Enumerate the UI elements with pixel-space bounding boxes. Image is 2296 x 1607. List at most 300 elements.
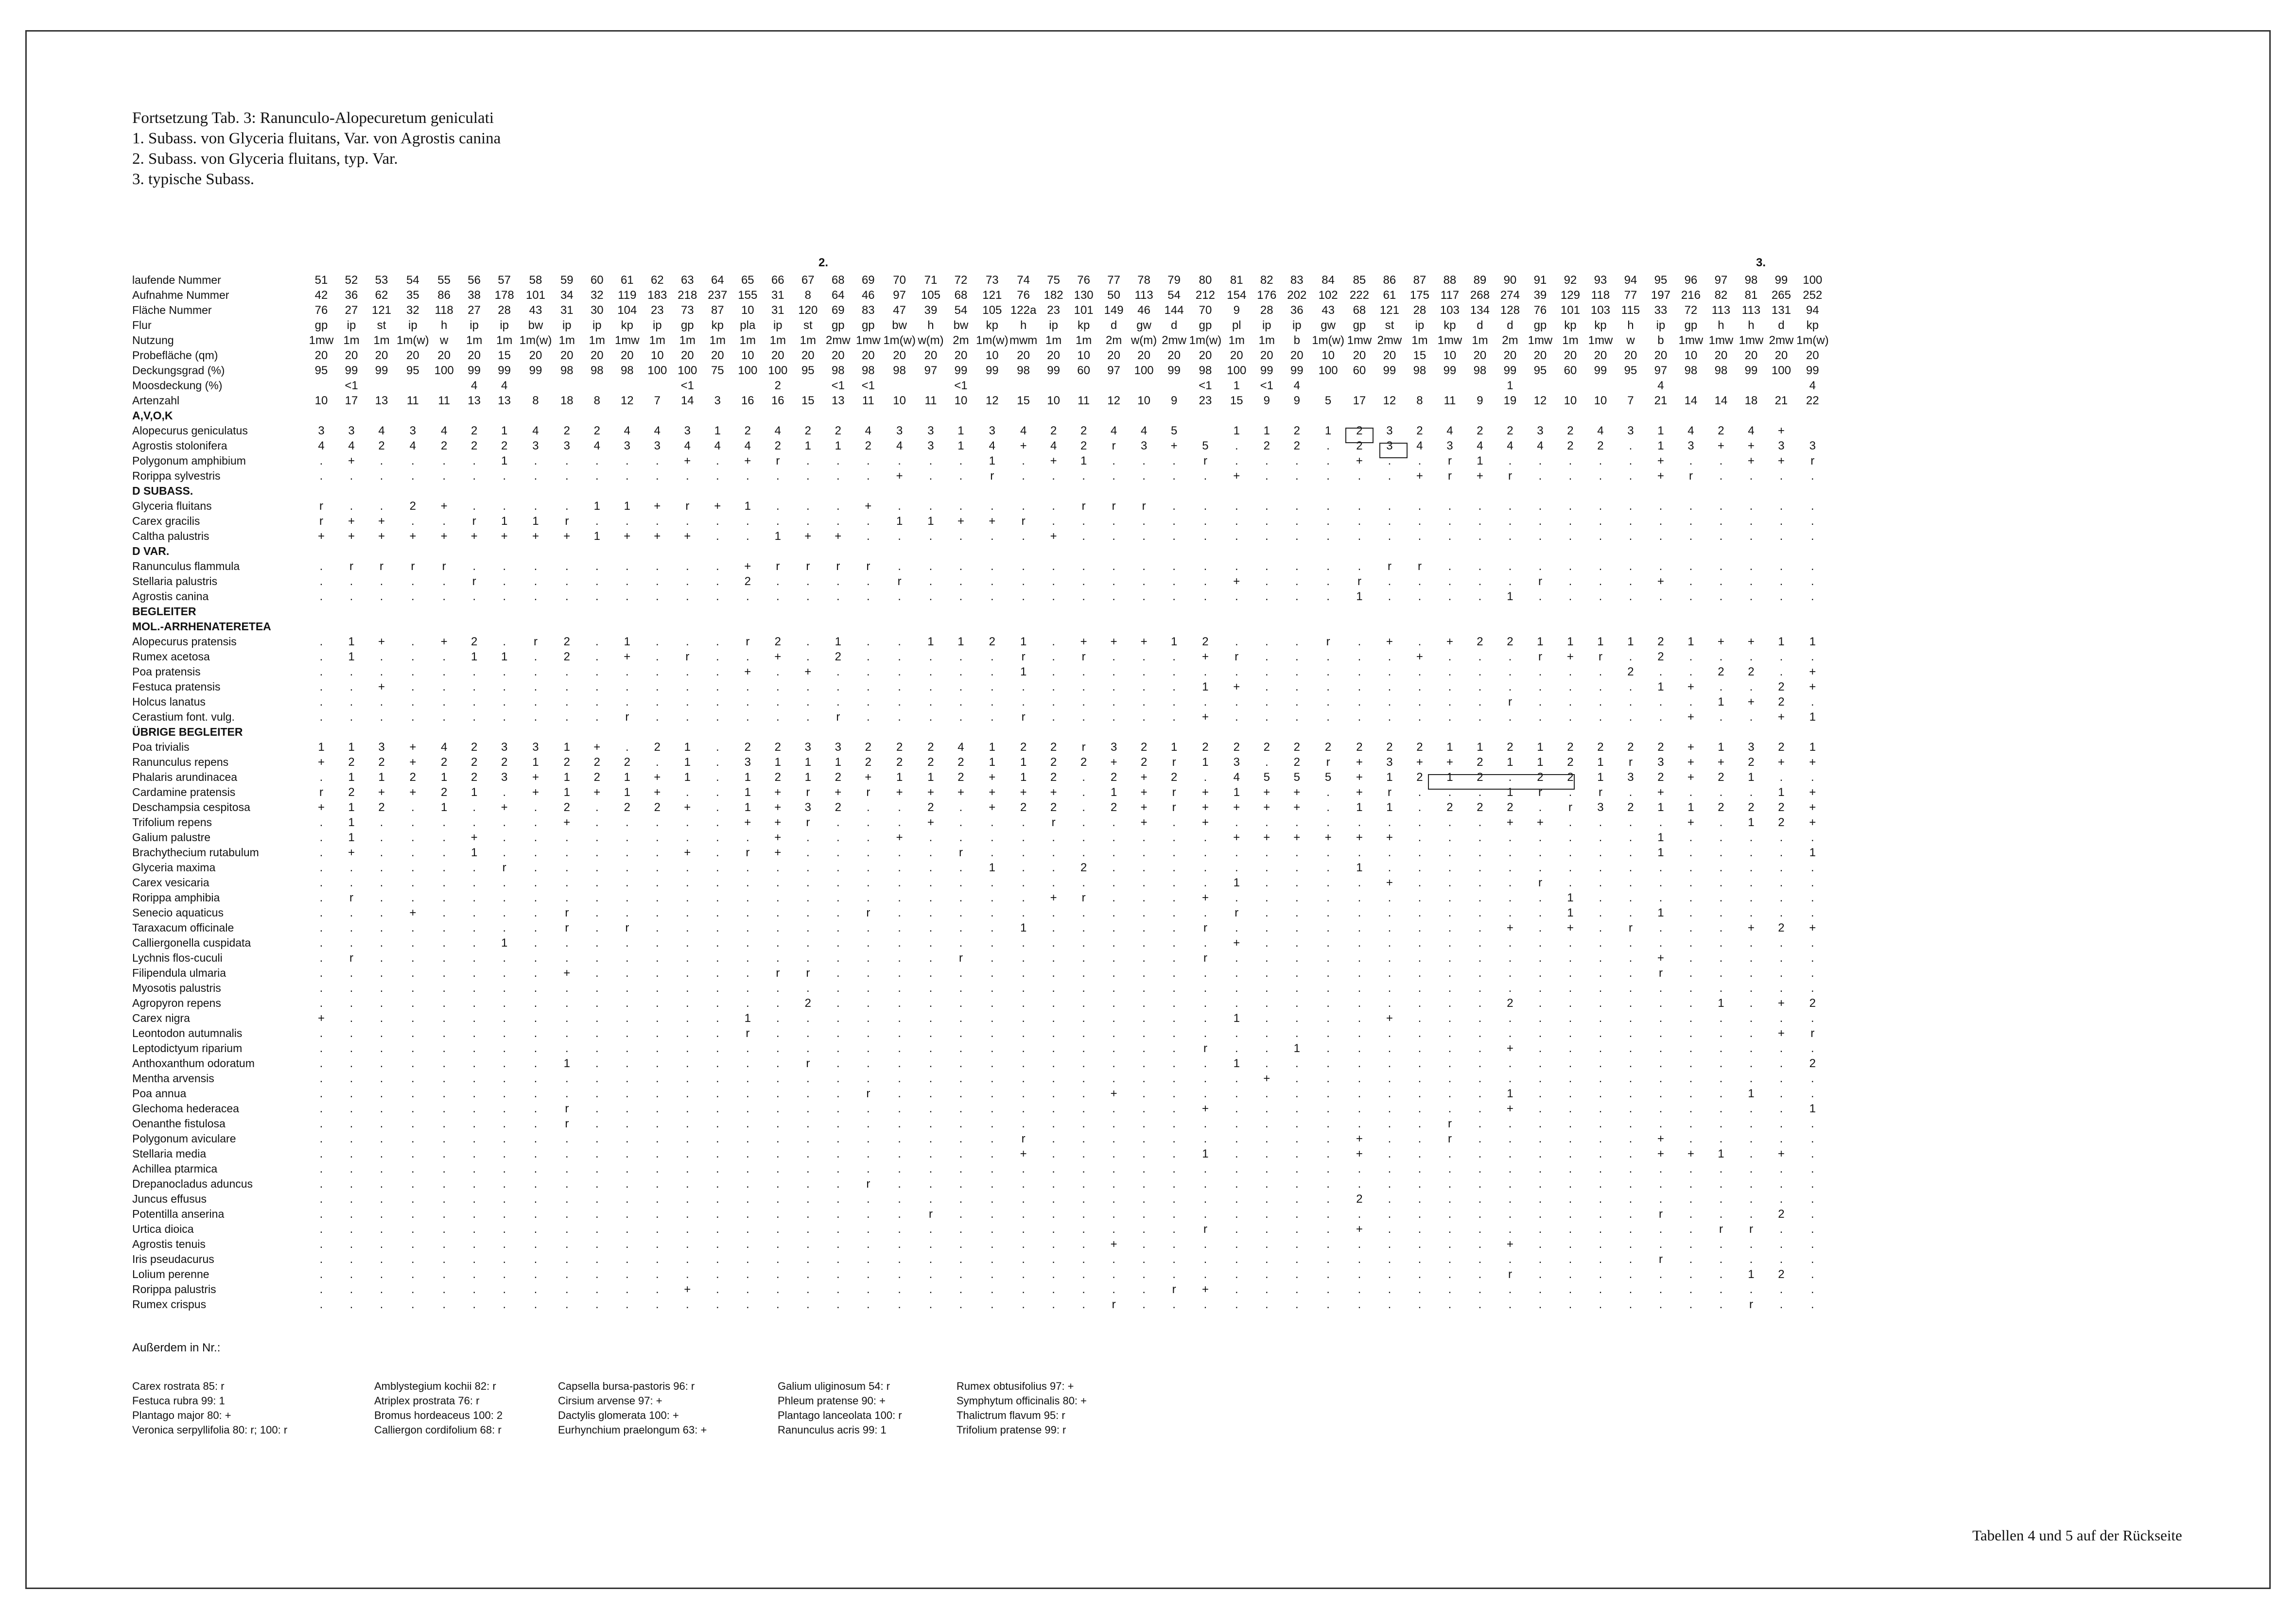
table-cell: 74: [1017, 274, 1030, 287]
table-cell: .: [836, 876, 840, 889]
table-cell: [916, 484, 946, 499]
table-cell: 3: [989, 424, 995, 437]
table-cell: .: [1629, 1177, 1633, 1191]
table-cell: .: [1265, 635, 1269, 648]
table-cell: .: [990, 1208, 994, 1221]
table-cell: [1796, 604, 1829, 619]
table-cell: .: [625, 1268, 629, 1281]
table-cell: 1: [744, 1012, 751, 1025]
table-cell: .: [1172, 560, 1176, 573]
table-cell: r: [1203, 454, 1207, 467]
table-cell: [1252, 604, 1282, 619]
table-cell: .: [625, 951, 629, 965]
table-cell: .: [319, 1087, 323, 1100]
table-cell: .: [1326, 906, 1330, 919]
table-cell: .: [1629, 439, 1633, 452]
table-cell: .: [655, 469, 659, 483]
table-cell: .: [534, 1042, 538, 1055]
table-cell: .: [1538, 891, 1542, 904]
table-cell: [366, 408, 397, 423]
table-cell: .: [1599, 575, 1602, 588]
table-cell: .: [1599, 695, 1602, 708]
table-cell: .: [411, 1027, 415, 1040]
table-cell: 212: [1195, 289, 1215, 302]
table-cell: h: [440, 319, 448, 332]
table-cell: .: [1478, 560, 1482, 573]
table-cell: .: [1203, 500, 1207, 513]
table-cell: [916, 544, 946, 559]
table-cell: 76: [1533, 304, 1547, 317]
table-cell: .: [1779, 575, 1783, 588]
table-cell: .: [1326, 876, 1330, 889]
table-cell: 4: [409, 439, 416, 452]
table-cell: 4: [593, 439, 600, 452]
table-cell: 1m: [769, 334, 786, 347]
table-cell: 1: [1324, 424, 1332, 437]
table-cell: .: [595, 1298, 599, 1311]
table-cell: [1039, 619, 1069, 634]
table-cell: .: [685, 891, 689, 904]
table-cell: .: [1235, 1192, 1238, 1206]
table-cell: .: [1052, 951, 1055, 965]
table-cell: d: [1477, 319, 1483, 332]
table-cell: .: [380, 891, 383, 904]
table-cell: .: [1719, 469, 1723, 483]
table-cell: [1766, 408, 1796, 423]
table-cell: r: [1568, 801, 1572, 814]
table-cell: .: [806, 846, 810, 859]
table-cell: .: [534, 560, 538, 573]
table-cell: .: [1538, 560, 1542, 573]
heading-subass-1: 1. Subass. von Glyceria fluitans, Var. von Agrostis canina: [132, 130, 501, 147]
table-cell: 55: [437, 274, 451, 287]
table-cell: [397, 619, 429, 634]
table-cell: .: [1719, 710, 1723, 724]
table-cell: .: [655, 635, 659, 648]
table-cell: [1129, 408, 1159, 423]
table-cell: 73: [680, 304, 694, 317]
table-cell: .: [472, 1072, 476, 1085]
table-cell: .: [959, 695, 963, 708]
table-cell: .: [595, 906, 599, 919]
table-cell: .: [746, 967, 749, 980]
table-cell: ip: [408, 319, 417, 332]
table-cell: .: [1235, 530, 1238, 543]
table-cell: .: [1235, 921, 1238, 934]
table-cell: [1676, 725, 1706, 740]
table-cell: .: [1448, 680, 1452, 693]
table-cell: .: [1052, 876, 1055, 889]
table-cell: 3: [409, 424, 416, 437]
table-cell: .: [1326, 1072, 1330, 1085]
table-cell: .: [1779, 891, 1783, 904]
table-cell: .: [1448, 831, 1452, 844]
table-cell: 118: [1591, 289, 1610, 302]
table-cell: .: [1599, 1253, 1602, 1266]
table-cell: [1221, 544, 1252, 559]
table-cell: .: [1326, 846, 1330, 859]
table-cell: .: [1052, 695, 1055, 708]
row-label: Moosdeckung (%): [132, 379, 223, 392]
table-cell: 2: [1809, 997, 1816, 1010]
table-cell: .: [319, 1147, 323, 1160]
table-cell: .: [472, 876, 476, 889]
table-cell: .: [746, 921, 749, 934]
table-cell: .: [1172, 1162, 1176, 1175]
table-cell: .: [1779, 1162, 1783, 1175]
table-cell: .: [1448, 710, 1452, 724]
table-cell: .: [1719, 861, 1723, 874]
table-cell: 1: [714, 424, 721, 437]
table-cell: .: [319, 1132, 323, 1145]
table-cell: [702, 604, 732, 619]
table-cell: .: [319, 680, 323, 693]
section-row: [132, 544, 1829, 559]
table-cell: 1: [1020, 756, 1027, 769]
table-cell: 80: [1199, 274, 1212, 287]
table-cell: [1676, 604, 1706, 619]
table-cell: 2: [563, 756, 570, 769]
table-cell: .: [319, 771, 323, 784]
table-cell: 1m: [739, 334, 756, 347]
table-cell: .: [776, 1087, 780, 1100]
species-row: [132, 815, 1829, 830]
table-cell: .: [1568, 1147, 1572, 1160]
table-cell: .: [472, 1102, 476, 1115]
table-cell: .: [1172, 1268, 1176, 1281]
table-cell: .: [1142, 710, 1146, 724]
table-cell: .: [411, 846, 415, 859]
table-cell: +: [896, 469, 903, 483]
table-cell: .: [565, 1268, 569, 1281]
table-cell: .: [898, 1177, 901, 1191]
table-cell: .: [1689, 1238, 1693, 1251]
table-cell: 43: [529, 304, 542, 317]
table-cell: .: [1719, 786, 1723, 799]
table-cell: .: [1022, 1192, 1025, 1206]
table-cell: .: [1326, 560, 1330, 573]
species-row: [132, 709, 1829, 725]
table-cell: .: [1448, 1087, 1452, 1100]
table-cell: .: [1388, 1132, 1392, 1145]
table-cell: .: [1508, 1147, 1512, 1160]
table-cell: 38: [468, 289, 481, 302]
table-cell: .: [1418, 831, 1422, 844]
table-cell: .: [1629, 530, 1633, 543]
table-cell: .: [1599, 891, 1602, 904]
table-cell: .: [411, 680, 415, 693]
table-cell: .: [776, 876, 780, 889]
table-cell: .: [959, 710, 963, 724]
table-cell: .: [1659, 1117, 1663, 1130]
table-cell: .: [959, 1042, 963, 1055]
table-cell: +: [1020, 786, 1027, 799]
row-label: Mentha arvensis: [132, 1072, 214, 1085]
table-cell: .: [1172, 1117, 1176, 1130]
table-cell: .: [380, 710, 383, 724]
table-cell: 1: [684, 756, 691, 769]
table-cell: .: [929, 1102, 933, 1115]
table-cell: .: [1142, 846, 1146, 859]
table-cell: .: [1295, 1223, 1299, 1236]
table-cell: 10: [1594, 394, 1607, 407]
table-cell: 20: [314, 349, 328, 362]
table-cell: 1: [1170, 741, 1178, 754]
table-cell: [552, 604, 582, 619]
additional-species-col: [778, 1379, 902, 1437]
table-cell: .: [990, 500, 994, 513]
table-cell: [1435, 604, 1465, 619]
table-cell: [642, 544, 672, 559]
table-cell: .: [595, 454, 599, 467]
table-cell: 3: [835, 741, 841, 754]
table-cell: .: [503, 1268, 506, 1281]
table-cell: .: [1749, 1162, 1753, 1175]
table-cell: [1676, 484, 1706, 499]
table-cell: .: [836, 1298, 840, 1311]
table-cell: 98: [1473, 364, 1487, 377]
table-cell: 99: [498, 364, 511, 377]
table-cell: .: [1749, 1177, 1753, 1191]
table-cell: +: [409, 756, 417, 769]
table-cell: 87: [1413, 274, 1426, 287]
table-cell: 2: [1657, 741, 1664, 754]
table-cell: [306, 544, 336, 559]
table-cell: [732, 544, 763, 559]
table-cell: +: [927, 816, 934, 829]
table-cell: .: [1568, 816, 1572, 829]
table-cell: .: [1508, 1057, 1512, 1070]
table-cell: [1252, 544, 1282, 559]
table-cell: 2: [1477, 635, 1483, 648]
table-cell: .: [1265, 1057, 1269, 1070]
table-cell: .: [1599, 710, 1602, 724]
table-cell: .: [349, 1283, 353, 1296]
table-cell: +: [317, 756, 325, 769]
table-cell: 1: [1233, 876, 1240, 889]
table-cell: .: [503, 1087, 506, 1100]
table-cell: [1069, 619, 1099, 634]
species-row: [132, 1071, 1829, 1086]
table-cell: r: [565, 906, 569, 919]
table-cell: .: [1719, 680, 1723, 693]
table-cell: .: [1172, 1223, 1176, 1236]
table-cell: .: [1478, 590, 1482, 603]
table-cell: .: [806, 1087, 810, 1100]
table-cell: .: [1568, 530, 1572, 543]
table-cell: .: [715, 1283, 719, 1296]
table-cell: [612, 408, 642, 423]
table-cell: .: [1142, 1268, 1146, 1281]
table-cell: 18: [1744, 394, 1758, 407]
table-cell: kp: [1077, 319, 1090, 332]
table-cell: 97: [924, 364, 938, 377]
table-cell: .: [1599, 1162, 1602, 1175]
table-cell: .: [1235, 1102, 1238, 1115]
table-cell: 12: [620, 394, 634, 407]
table-cell: 1: [896, 515, 903, 528]
table-cell: .: [1538, 530, 1542, 543]
table-cell: .: [472, 861, 476, 874]
table-cell: +: [1809, 680, 1816, 693]
table-cell: +: [1201, 801, 1209, 814]
table-cell: .: [746, 710, 749, 724]
table-cell: .: [990, 1087, 994, 1100]
table-cell: 76: [314, 304, 328, 317]
table-cell: +: [774, 801, 782, 814]
table-cell: 89: [1473, 274, 1487, 287]
table-cell: 2: [835, 801, 841, 814]
table-cell: [1766, 484, 1796, 499]
table-cell: .: [503, 469, 506, 483]
table-cell: .: [349, 1012, 353, 1025]
table-cell: .: [380, 665, 383, 678]
table-cell: [552, 725, 582, 740]
table-cell: .: [1357, 1283, 1361, 1296]
table-cell: .: [1779, 861, 1783, 874]
table-cell: .: [898, 1132, 901, 1145]
table-cell: .: [1295, 967, 1299, 980]
table-cell: .: [319, 1253, 323, 1266]
table-cell: .: [1265, 454, 1269, 467]
table-cell: .: [625, 454, 629, 467]
table-cell: .: [1112, 469, 1115, 483]
table-cell: .: [1810, 861, 1814, 874]
table-cell: [1796, 484, 1829, 499]
table-cell: .: [1295, 1057, 1299, 1070]
table-cell: 1: [1080, 454, 1087, 467]
table-cell: .: [1629, 1162, 1633, 1175]
table-cell: .: [1142, 530, 1146, 543]
table-cell: .: [1749, 786, 1753, 799]
table-cell: 22: [1806, 394, 1819, 407]
table-cell: 62: [650, 274, 664, 287]
table-cell: .: [1112, 967, 1115, 980]
table-cell: [946, 725, 976, 740]
table-cell: .: [1779, 1087, 1783, 1100]
table-cell: 10: [1047, 394, 1060, 407]
table-cell: .: [442, 816, 446, 829]
table-cell: 4: [654, 424, 661, 437]
table-cell: .: [746, 1192, 749, 1206]
table-cell: r: [349, 560, 353, 573]
table-cell: +: [1717, 756, 1724, 769]
table-cell: [1796, 725, 1829, 740]
table-cell: +: [1747, 439, 1755, 452]
table-cell: 3: [804, 801, 811, 814]
table-cell: 20: [345, 349, 358, 362]
table-cell: .: [715, 695, 719, 708]
table-cell: .: [1478, 1162, 1482, 1175]
table-cell: .: [715, 1057, 719, 1070]
table-cell: +: [532, 786, 539, 799]
table-cell: .: [1538, 921, 1542, 934]
table-cell: .: [1082, 1192, 1085, 1206]
table-cell: [702, 378, 732, 393]
table-cell: .: [411, 710, 415, 724]
table-cell: .: [625, 575, 629, 588]
table-cell: .: [1810, 1072, 1814, 1085]
table-cell: [1282, 484, 1312, 499]
table-cell: 1: [744, 801, 751, 814]
table-cell: .: [1357, 1238, 1361, 1251]
table-cell: .: [503, 876, 506, 889]
table-cell: .: [836, 1132, 840, 1145]
table-cell: .: [1265, 1253, 1269, 1266]
table-cell: [1069, 725, 1099, 740]
table-cell: 1: [501, 650, 508, 663]
table-cell: .: [1112, 816, 1115, 829]
table-cell: 1: [348, 635, 355, 648]
table-cell: .: [746, 951, 749, 965]
table-cell: .: [349, 1238, 353, 1251]
table-cell: r: [806, 1057, 810, 1070]
table-cell: .: [1629, 1072, 1633, 1085]
table-cell: .: [1538, 1268, 1542, 1281]
table-cell: 62: [375, 289, 388, 302]
table-cell: .: [319, 967, 323, 980]
table-cell: .: [990, 560, 994, 573]
table-cell: .: [442, 1087, 446, 1100]
table-cell: 1: [378, 771, 385, 784]
table-cell: [1706, 378, 1736, 393]
table-cell: .: [1719, 1132, 1723, 1145]
header-row: [132, 363, 1829, 378]
table-cell: .: [1749, 1283, 1753, 1296]
table-cell: .: [1538, 951, 1542, 965]
species-row: [132, 1176, 1829, 1192]
table-cell: 2: [1356, 741, 1363, 754]
table-cell: [582, 484, 612, 499]
species-row: [132, 589, 1829, 604]
table-cell: .: [1478, 1177, 1482, 1191]
table-cell: [1585, 725, 1616, 740]
table-cell: .: [1052, 1042, 1055, 1055]
table-cell: .: [1568, 1057, 1572, 1070]
table-cell: .: [1142, 906, 1146, 919]
table-cell: .: [411, 1102, 415, 1115]
table-cell: r: [776, 967, 780, 980]
table-cell: .: [595, 1072, 599, 1085]
table-cell: .: [472, 1117, 476, 1130]
table-cell: [1525, 408, 1555, 423]
table-cell: 68: [1353, 304, 1366, 317]
table-cell: .: [655, 906, 659, 919]
table-cell: .: [1295, 1072, 1299, 1085]
table-cell: .: [806, 1072, 810, 1085]
table-cell: .: [1265, 846, 1269, 859]
table-cell: h: [1627, 319, 1634, 332]
table-cell: r: [1598, 786, 1602, 799]
table-cell: .: [1388, 967, 1392, 980]
table-cell: 1: [318, 741, 325, 754]
table-cell: .: [1388, 695, 1392, 708]
table-cell: .: [442, 1162, 446, 1175]
table-cell: 20: [1654, 349, 1668, 362]
table-cell: .: [1052, 665, 1055, 678]
table-cell: [823, 484, 853, 499]
table-cell: .: [1629, 831, 1633, 844]
table-cell: .: [1568, 967, 1572, 980]
table-cell: 2: [624, 801, 630, 814]
table-cell: 202: [1287, 289, 1307, 302]
table-cell: [763, 604, 793, 619]
table-cell: 1: [624, 500, 630, 513]
table-cell: .: [1172, 680, 1176, 693]
table-cell: .: [319, 831, 323, 844]
table-cell: .: [1719, 951, 1723, 965]
table-cell: .: [503, 891, 506, 904]
